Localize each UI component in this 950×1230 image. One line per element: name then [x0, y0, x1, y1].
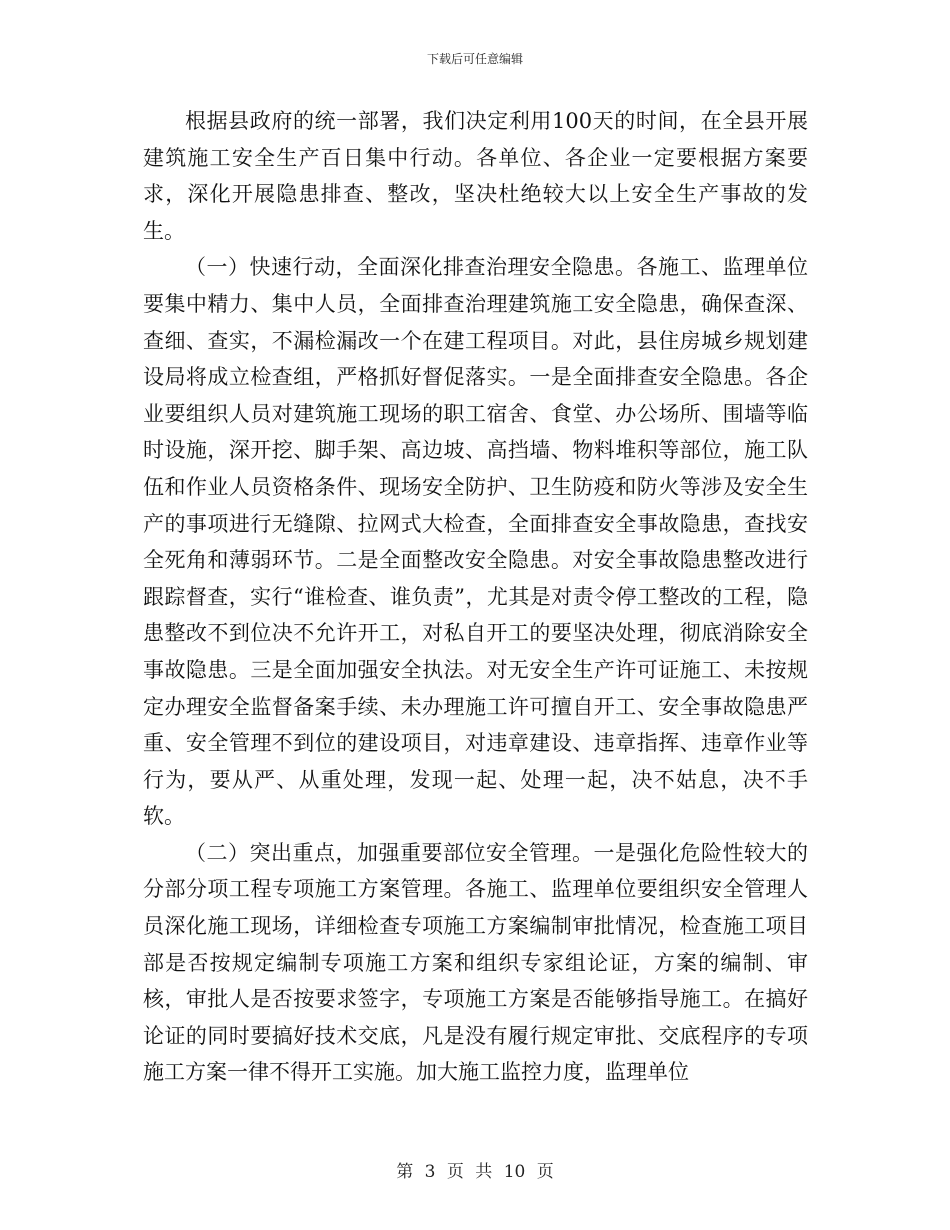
paragraph-intro: 根据县政府的统一部署，我们决定利用100天的时间，在全县开展建筑施工安全生产百日集中行动。各单位、各企业一定要根据方案要求，深化开展隐患排查、整改，坚决杜绝较大以上安全生产事故的发生。 [143, 109, 808, 243]
paragraph-section-1: （一）快速行动，全面深化排查治理安全隐患。各施工、监理单位要集中精力、集中人员，全面排查治理建筑施工安全隐患，确保查深、查细、查实，不漏检漏改一个在建工程项目。对此，县住房城乡规划建设局将成立检查组，严格抓好督促落实。一是全面排查安全隐患。各企业要组织人员对建筑施工现场的职工宿舍、食堂、办公场所、围墙等临时设施，深开挖、脚手架、高边坡、高挡墙、物料堆积等部位，施工队伍和作业人员资格条件、现场安全防护、卫生防疫和防火等涉及安全生产的事项进行无缝隙、拉网式大检查，全面排查安全事故隐患，查找安全死角和薄弱环节。二是全面整改安全隐患。对安全事故隐患整改进行跟踪督查，实行“谁检查、谁负责”，尤其是对责令停工整改的工程，隐患整改不到位决不允许开工，对私自开工的要坚决处理，彻底消除安全事故隐患。三是全面加强安全执法。对无安全生产许可证施工、未按规定办理安全监督备案手续、未办理施工许可擅自开工、安全事故隐患严重、安全管理不到位的建设项目，对违章建设、违章指挥、违章作业等行为，要从严、从重处理，发现一起、处理一起，决不姑息，决不手软。 [143, 255, 808, 829]
page-footer-number: 第 3 页 共 10 页 [396, 1162, 554, 1182]
page-header-note: 下载后可任意编辑 [426, 52, 523, 66]
paragraph-section-2: （二）突出重点，加强重要部位安全管理。一是强化危险性较大的分部分项工程专项施工方案管理。各施工、监理单位要组织安全管理人员深化施工现场，详细检查专项施工方案编制审批情况，检查施工项目部是否按规定编制专项施工方案和组织专家组论证，方案的编制、审核，审批人是否按要求签字，专项施工方案是否能够指导施工。在搞好论证的同时要搞好技术交底，凡是没有履行规定审批、交底程序的专项施工方案一律不得开工实施。加大施工监控力度，监理单位 [143, 840, 808, 1085]
document-body [143, 103, 808, 1091]
